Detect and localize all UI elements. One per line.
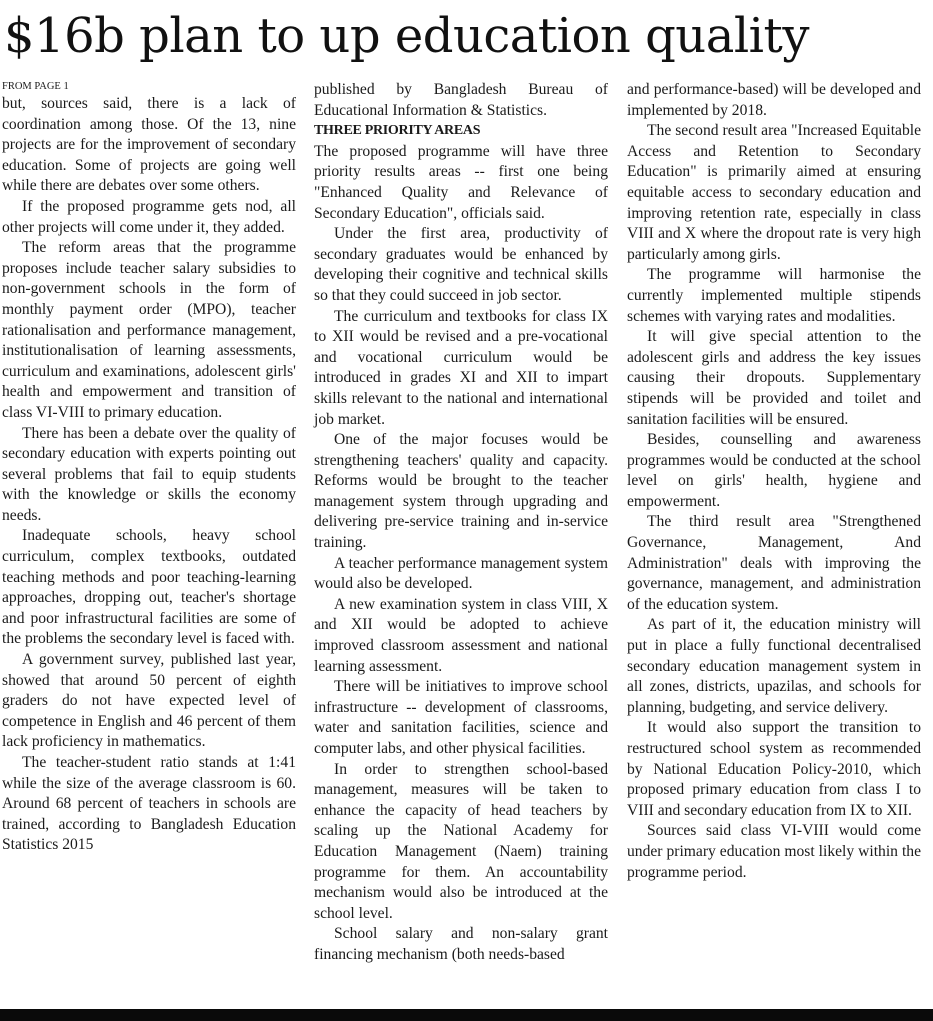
paragraph: and performance-based) will be developed and implemented by 2018. [627,81,921,119]
paragraph: School salary and non-salary grant financing mechanism (both needs-based [314,925,608,963]
subheading: THREE PRIORITY AREAS [314,123,481,139]
paragraph: The curriculum and textbooks for class IX to XII would be revised and a pre-vocational and vocational curriculum would be introduced in grades XI and XII to impart skills relevant to the national and international job market. [314,307,608,428]
paragraph: Sources said class VI-VIII would come under primary education most likely within the programme period. [627,822,921,881]
paragraph: Besides, counselling and awareness programmes would be conducted at the school level on girls' health, hygiene and empowerment. [627,431,921,510]
paragraph: Inadequate schools, heavy school curriculum, complex textbooks, outdated teaching methods and poor teaching-learning approaches, dropping out, teacher's shortage and poor infrastructural facilities are some of the problems the secondary level is faced with. [2,527,296,648]
article-column-1 [2,80,296,856]
paragraph: A new examination system in class VIII, X and XII would be adopted to achieve improved classroom assessment and national learning assessment. [314,595,608,675]
dateline: FROM PAGE 1 [2,81,69,92]
article-column-2 [314,80,608,966]
article-column-3 [627,80,921,883]
paragraph: The teacher-student ratio stands at 1:41 while the size of the average classroom is 60. Around 68 percent of teachers in schools are trained, according to Bangladesh Education Statistics 2015 [2,754,296,854]
bottom-border [0,1009,933,1021]
paragraph: The second result area "Increased Equitable Access and Retention to Secondary Education" is primarily aimed at ensuring equitable access to secondary education and improving retention rate, especially in class VIII and X where the dropout rate is very high particularly among girls. [627,122,921,263]
paragraph: The proposed programme will have three priority results areas -- first one being "Enhanced Quality and Relevance of Secondary Education", officials said. [314,142,608,222]
paragraph: In order to strengthen school-based management, measures will be taken to enhance the capacity of head teachers by scaling up the National Academy for Education Management (Naem) training programme for them. An accountability mechanism would also be introduced at the school level. [314,760,608,922]
paragraph: A teacher performance management system would also be developed. [314,554,608,593]
paragraph: Under the first area, productivity of secondary graduates would be enhanced by developing their cognitive and technical skills so that they could succeed in job sector. [314,225,608,304]
headline: $16b plan to up education quality [4,8,809,64]
paragraph: published by Bangladesh Bureau of Educational Information & Statistics. [314,81,608,119]
paragraph: If the proposed programme gets nod, all other projects will come under it, they added. [2,197,296,236]
paragraph: There will be initiatives to improve school infrastructure -- development of classrooms, water and sanitation facilities, science and computer labs, and other physical facilities. [314,678,608,757]
paragraph: It will give special attention to the adolescent girls and address the key issues causing their dropouts. Supplementary stipends will be provided and toilet and sanitation facilities will be ensured. [627,328,921,428]
paragraph: As part of it, the education ministry will put in place a fully functional decentralised secondary education management system in all zones, districts, upazilas, and schools for planning, budgeting, and service delivery. [627,616,921,716]
paragraph: One of the major focuses would be strengthening teachers' quality and capacity. Reforms would be brought to the teacher management system through upgrading and delivering pre-service training and in-service training. [314,431,608,552]
paragraph: but, sources said, there is a lack of coordination among those. Of the 13, nine projects are for the improvement of secondary education. Some of projects are going well while there are debates over some others. [2,95,296,195]
paragraph: There has been a debate over the quality of secondary education with experts pointing out several problems that fail to equip students with the knowledge or skills the economy needs. [2,424,296,524]
paragraph: The reform areas that the programme proposes include teacher salary subsidies to non-government schools in the form of monthly payment order (MPO), teacher rationalisation and performance management, institutionalisation of learning assessments, curriculum and examinations, adolescent girls' health and empowerment and transition of class VI-VIII to primary education. [2,239,296,421]
paragraph: It would also support the transition to restructured school system as recommended by National Education Policy-2010, which proposed primary education from class I to VIII and secondary education from IX to XII. [627,719,921,819]
paragraph: A government survey, published last year, showed that around 50 percent of eighth graders do not have expected level of competence in English and 46 percent of them lack proficiency in mathematics. [2,651,296,751]
paragraph: The third result area "Strengthened Governance, Management, And Administration" deals with improving the governance, management, and administration of the education system. [627,513,921,613]
paragraph: The programme will harmonise the currently implemented multiple stipends schemes with varying rates and modalities. [627,266,921,325]
